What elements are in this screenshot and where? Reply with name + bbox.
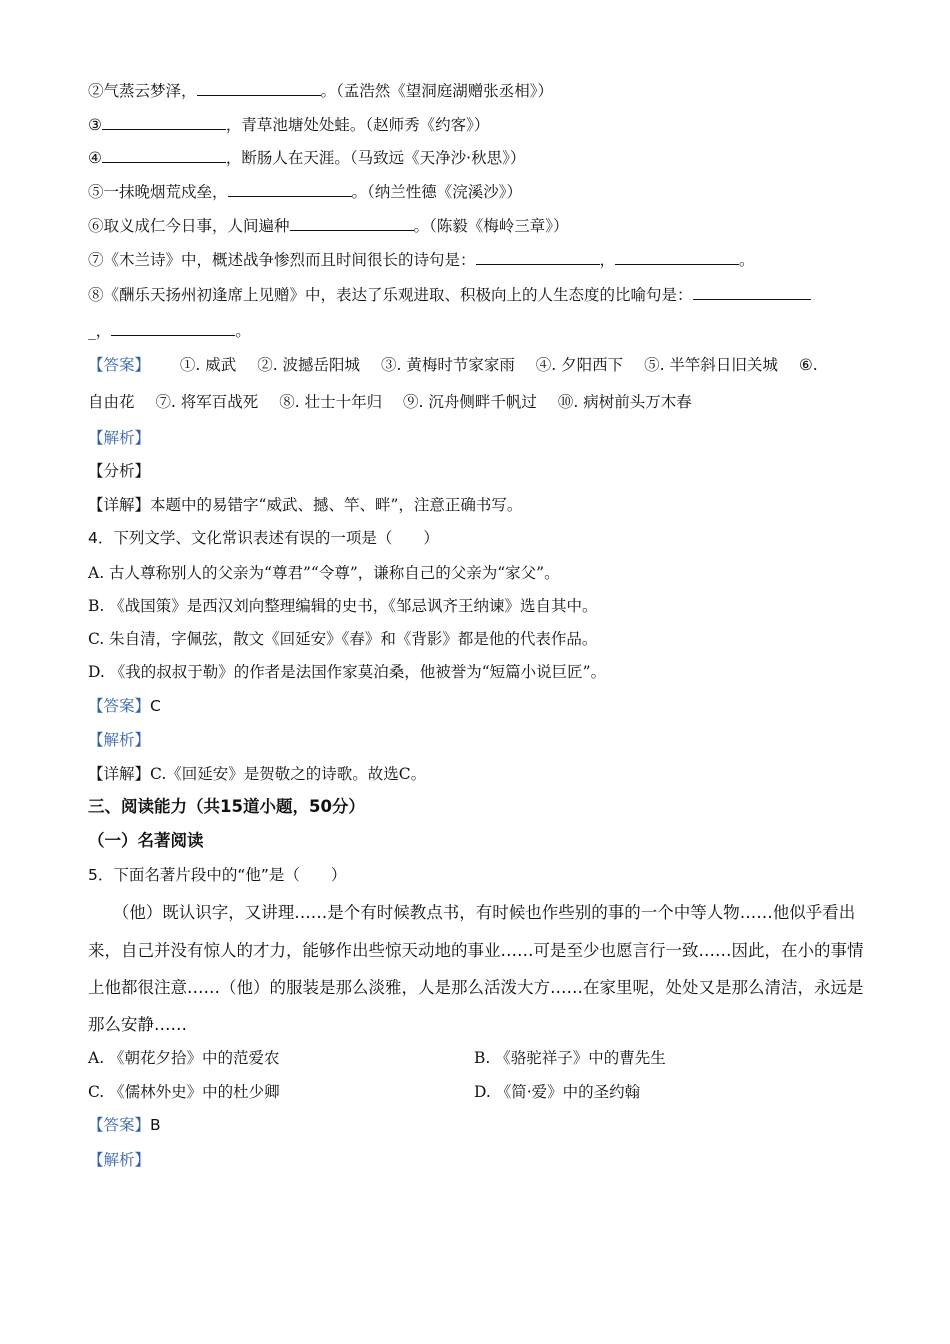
fill-blank-5 <box>88 181 522 203</box>
q4-option-c: C. 朱自清，字佩弦，散文《回延安》《春》和《背影》都是他的代表作品。 <box>88 630 598 648</box>
answer-blank <box>102 147 226 163</box>
detail-tag: 【详解】 <box>88 496 151 514</box>
blank-3-prefix: ③ <box>88 116 102 134</box>
answer-item: ①. 威武 <box>179 356 237 374</box>
q3-fenxi-tag: 【分析】 <box>88 462 151 480</box>
answer-value: B <box>150 1116 161 1134</box>
detail-tag: 【详解】 <box>88 765 151 783</box>
q5-analysis-tag: 【解析】 <box>88 1151 151 1169</box>
q5-passage-line: 来，自己并没有惊人的才力，能够作出些惊天动地的事业……可是至少也愿言行一致……因此，在小的事情 <box>88 941 864 960</box>
fill-blank-2 <box>88 80 553 102</box>
answer-item: ⑤. 半竿斜日旧关城 <box>644 356 778 374</box>
blank-8-prefix: ⑧《酬乐天扬州初逢席上见赠》中，表达了乐观进取、积极向上的人生态度的比喻句是： <box>88 286 693 304</box>
answer-blank <box>111 320 235 336</box>
answer-blank <box>615 249 739 265</box>
q5-option-a: A. 《朝花夕拾》中的范爱农 <box>88 1049 280 1067</box>
q4-analysis-tag: 【解析】 <box>88 731 151 749</box>
answer-item: ⑦. 将军百战死 <box>155 393 259 411</box>
answer-item: ③. 黄梅时节家家雨 <box>380 356 515 374</box>
answer-blank <box>102 114 226 130</box>
blank-4-prefix: ④ <box>88 149 102 167</box>
q4-detail <box>88 763 426 785</box>
fill-blank-6 <box>88 215 569 237</box>
q3-answer-line2 <box>88 391 708 413</box>
fill-blank-7 <box>88 249 755 271</box>
q5-passage-line: 那么安静…… <box>88 1015 187 1034</box>
answer-blank <box>476 249 600 265</box>
detail-text: 本题中的易错字“威武、撼、竿、畔”，注意正确书写。 <box>150 496 523 514</box>
answer-tag: 【答案】 <box>88 697 151 715</box>
q3-detail <box>88 494 522 516</box>
section-3-title: 三、阅读能力（共15道小题，50分） <box>88 797 365 816</box>
q5-answer <box>88 1114 161 1136</box>
q5-stem: 5．下面名著片段中的“他”是（ ） <box>88 866 347 884</box>
answer-item: ②. 波撼岳阳城 <box>257 356 361 374</box>
answer-tag: 【答案】 <box>88 356 151 374</box>
blank-4-suffix: ，断肠人在天涯。（马致远《天净沙·秋思》） <box>225 149 526 167</box>
blank-7-separator: ， <box>599 251 616 269</box>
answer-item: ⑩. 病树前头万木春 <box>557 393 692 411</box>
q5-option-b: B. 《骆驼祥子》中的曹先生 <box>474 1049 666 1067</box>
q5-passage-line: 上他都很注意……（他）的服装是那么淡雅，人是那么活泼大方……在家里呢，处处又是那么清洁，永远是 <box>88 978 864 997</box>
answer-item: ⑨. 沉舟侧畔千帆过 <box>403 393 537 411</box>
blank-5-suffix: 。（纳兰性德《浣溪沙》） <box>351 183 523 201</box>
q5-option-d: D. 《简·爱》中的圣约翰 <box>474 1083 641 1101</box>
blank-7-prefix: ⑦《木兰诗》中，概述战争惨烈而且时间很长的诗句是： <box>88 251 476 269</box>
blank-7-suffix: 。 <box>739 251 755 269</box>
answer-value: C <box>150 697 161 715</box>
blank-6-suffix: 。（陈毅《梅岭三章》） <box>413 217 569 235</box>
blank-2-suffix: 。（孟浩然《望洞庭湖赠张丞相》） <box>320 82 554 100</box>
answer-tag: 【答案】 <box>88 1116 151 1134</box>
answer-item: 自由花 <box>88 393 135 411</box>
fill-blank-8-line1 <box>88 284 811 306</box>
answer-blank <box>290 215 414 231</box>
detail-text: C.《回延安》是贺敬之的诗歌。故选C。 <box>150 765 427 783</box>
q3-answer-line1 <box>88 354 818 376</box>
q4-option-a: A. 古人尊称别人的父亲为“尊君”“令尊”，谦称自己的父亲为“家父”。 <box>88 564 560 582</box>
section-3-subtitle: （一）名著阅读 <box>88 831 204 850</box>
answer-item: ⑥. <box>798 356 818 374</box>
blank-8-continuation: _， <box>88 322 112 340</box>
q4-stem: 4．下列文学、文化常识表述有误的一项是（ ） <box>88 529 439 547</box>
blank-2-prefix: ②气蒸云梦泽， <box>88 82 197 100</box>
fill-blank-3 <box>88 114 489 136</box>
q5-option-c: C. 《儒林外史》中的杜少卿 <box>88 1083 280 1101</box>
blank-8-suffix: 。 <box>235 322 251 340</box>
fill-blank-8-line2 <box>88 320 251 342</box>
answer-item: ⑧. 壮士十年归 <box>279 393 383 411</box>
q4-answer <box>88 695 161 717</box>
q5-passage-line: （他）既认识字，又讲理……是个有时候教点书，有时候也作些别的事的一个中等人物……他似乎看出 <box>88 903 856 922</box>
blank-6-prefix: ⑥取义成仁今日事，人间遍种 <box>88 217 290 235</box>
answer-blank <box>197 80 321 96</box>
blank-3-suffix: ，青草池塘处处蛙。（赵师秀《约客》） <box>225 116 490 134</box>
answer-blank <box>693 284 811 300</box>
answer-blank <box>228 181 352 197</box>
fill-blank-4 <box>88 147 525 169</box>
q4-option-b: B. 《战国策》是西汉刘向整理编辑的史书，《邹忌讽齐王纳谏》选自其中。 <box>88 597 598 615</box>
answer-item: ④. 夕阳西下 <box>535 356 624 374</box>
q3-analysis-tag: 【解析】 <box>88 429 151 447</box>
blank-5-prefix: ⑤一抹晚烟荒戍垒， <box>88 183 228 201</box>
q4-option-d: D. 《我的叔叔于勒》的作者是法国作家莫泊桑，他被誉为“短篇小说巨匠”。 <box>88 663 607 681</box>
